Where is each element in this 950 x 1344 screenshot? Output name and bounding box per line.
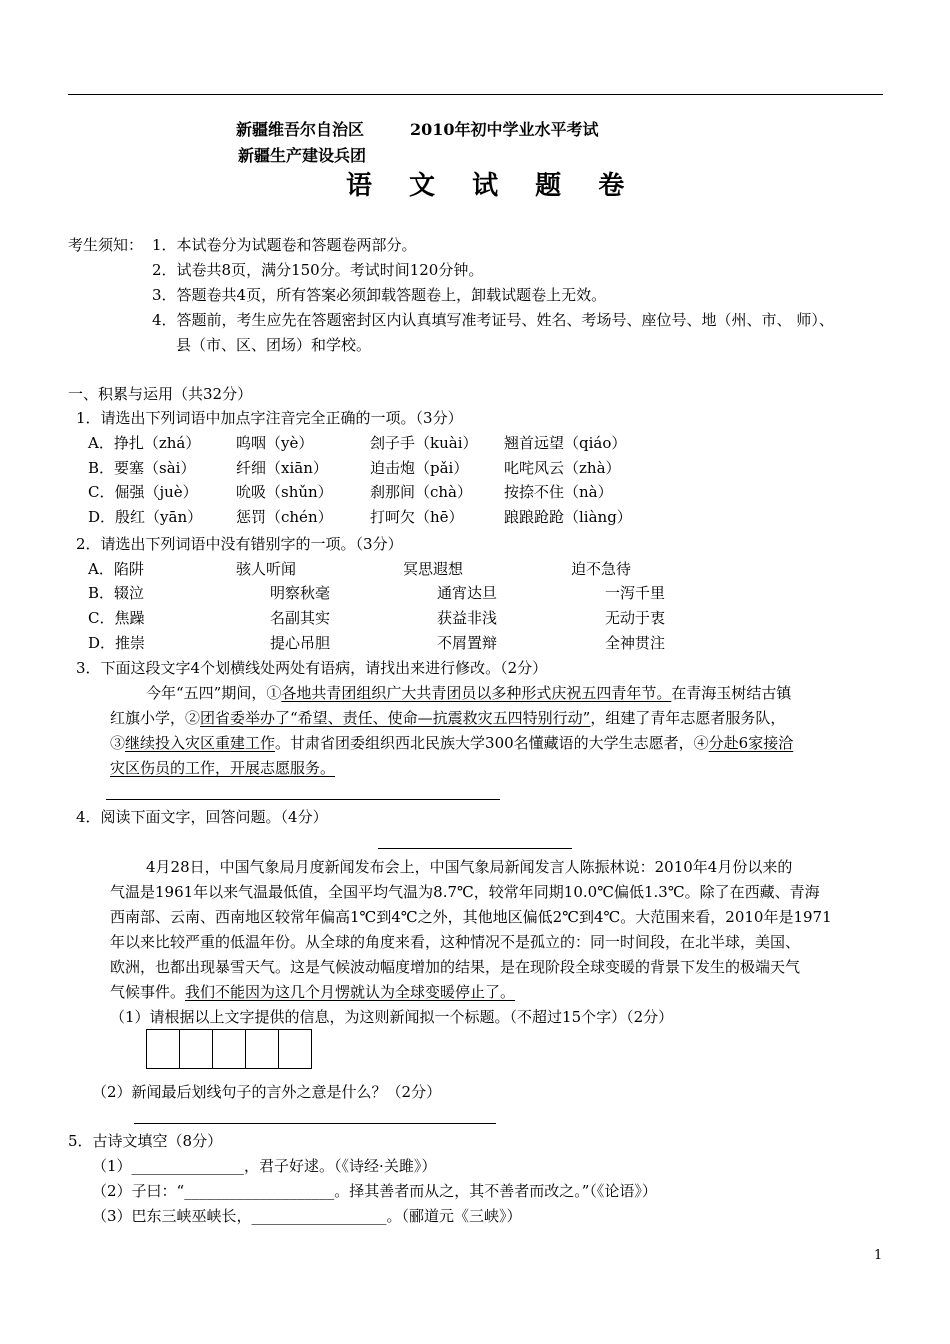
q2-option-word: 冥思遐想 <box>403 560 464 578</box>
paper-title: 语 文 试 题 卷 <box>346 171 639 201</box>
q1-option-word: 惩罚（chén） <box>236 508 333 526</box>
q1-stem: 1．请选出下列词语中加点字注音完全正确的一项。（3分） <box>76 409 463 427</box>
q3-paragraph-line: ③继续投入灾区重建工作。甘肃省团委组织西北民族大学300名懂藏语的大学生志愿者，④分赴6家接洽 <box>110 734 794 752</box>
title-answer-boxes[interactable] <box>147 1029 312 1069</box>
q2-option-word: 明察秋毫 <box>270 584 331 602</box>
answer-box[interactable] <box>278 1029 312 1069</box>
q5-line-3: （3）巴东三峡巫峡长，__________________。（郦道元《三峡》） <box>92 1207 522 1225</box>
top-rule <box>68 94 883 95</box>
q4-stem: 4．阅读下面文字，回答问题。（4分） <box>76 808 328 826</box>
q2-option-word: 迫不急待 <box>571 560 632 578</box>
q1-option-word: 吮吸（shǔn） <box>236 483 333 501</box>
region-1: 新疆维吾尔自治区 <box>236 120 365 139</box>
q3-stem: 3．下面这段文字4个划横线处两处有语病，请找出来进行修改。（2分） <box>76 659 548 677</box>
q4-answer-line <box>134 1123 496 1124</box>
q1-option: A．挣扎（zhá） <box>88 434 201 452</box>
q1-option-word: 翘首远望（qiáo） <box>504 434 627 452</box>
q4-passage-line: 4月28日，中国气象局月度新闻发布会上，中国气象局新闻发言人陈振林说：2010年4月份以来的 <box>146 858 793 876</box>
q5-line-2: （2）子曰：“____________________。择其善者而从之，其不善者而改之。”（《论语》） <box>92 1182 657 1200</box>
q2-option-word: 名副其实 <box>270 609 331 627</box>
q2-option: B．辍泣 <box>88 584 145 602</box>
q2-option-word: 全神贯注 <box>605 634 666 652</box>
q2-option-word: 骇人听闻 <box>236 560 297 578</box>
q5-stem: 5．古诗文填空（8分） <box>68 1132 223 1150</box>
q4-passage-line: 年以来比较严重的低温年份。从全球的角度来看，这种情况不是孤立的：同一时间段，在北半球，美国、 <box>110 933 801 951</box>
q4-sub-question-1: （1）请根据以上文字提供的信息，为这则新闻拟一个标题。（不超过15个字）（2分） <box>110 1008 674 1026</box>
q4-passage-line: 气候事件。我们不能因为这几个月愣就认为全球变暖停止了。 <box>110 983 516 1001</box>
q2-stem: 2．请选出下列词语中没有错别字的一项。（3分） <box>76 535 403 553</box>
notice-label: 考生须知： <box>68 236 144 254</box>
q1-option-word: 叱咤风云（zhà） <box>504 459 621 477</box>
q1-option-word: 呜咽（yè） <box>236 434 314 452</box>
section-title: 一、积累与运用（共32分） <box>68 385 253 403</box>
q2-option: A．陷阱 <box>88 560 144 578</box>
q4-title-line <box>378 848 572 849</box>
answer-box[interactable] <box>245 1029 279 1069</box>
region-2: 新疆生产建设兵团 <box>238 146 367 165</box>
q1-option-word: 踉踉跄跄（liàng） <box>504 508 632 526</box>
q1-option: D．殷红（yān） <box>88 508 203 526</box>
q4-passage-line: 西南部、云南、西南地区较常年偏高1℃到4℃之外，其他地区偏低2℃到4℃。大范围来看，2010年是1971 <box>110 908 832 926</box>
q2-option: C．焦躁 <box>88 609 145 627</box>
q4-sub-question-2: （2）新闻最后划线句子的言外之意是什么？（2分） <box>92 1083 442 1101</box>
notice-item-4-cont: 县（市、区、团场）和学校。 <box>176 336 372 354</box>
q1-option: B．要塞（sài） <box>88 459 196 477</box>
q3-paragraph-line: 今年“五四”期间，①各地共青团组织广大共青团员以多种形式庆祝五四青年节。在青海玉树结古镇 <box>146 684 792 702</box>
q2-option-word: 无动于衷 <box>605 609 666 627</box>
q2-option-word: 一泻千里 <box>605 584 666 602</box>
answer-box[interactable] <box>146 1029 180 1069</box>
page-number: 1 <box>874 1248 883 1263</box>
q4-passage-line: 欧洲，也都出现暴雪天气。这是气候波动幅度增加的结果，是在现阶段全球变暖的背景下发生的极端天气 <box>110 958 801 976</box>
notice-item-3: 3．答题卷共4页，所有答案必须卸载答题卷上，卸载试题卷上无效。 <box>152 286 607 304</box>
exam-title: 2010年初中学业水平考试 <box>410 120 599 139</box>
q2-option-word: 通宵达旦 <box>437 584 498 602</box>
q1-option-word: 迫击炮（pǎi） <box>370 459 469 477</box>
notice-item-4: 4．答题前，考生应先在答题密封区内认真填写准考证号、姓名、考场号、座位号、地（州、市、 师）、 <box>152 311 834 329</box>
q4-passage-line: 气温是1961年以来气温最低值，全国平均气温为8.7℃，较常年同期10.0℃偏低1.3℃。除了在西藏、青海 <box>110 883 820 901</box>
q1-option-word: 打呵欠（hē） <box>370 508 464 526</box>
q1-option-word: 纤细（xiān） <box>236 459 328 477</box>
q1-option-word: 刹那间（chà） <box>370 483 473 501</box>
notice-item-1: 1．本试卷分为试题卷和答题卷两部分。 <box>152 236 417 254</box>
q1-option-word: 按捺不住（nà） <box>504 483 613 501</box>
q2-option-word: 不屑置辩 <box>437 634 498 652</box>
q2-option-word: 获益非浅 <box>437 609 498 627</box>
q3-paragraph-line: 红旗小学，②团省委举办了“希望、责任、使命—抗震救灾五四特别行动”，组建了青年志愿者服务队， <box>110 709 786 727</box>
q1-option-word: 刽子手（kuài） <box>370 434 478 452</box>
q3-paragraph-line: 灾区伤员的工作，开展志愿服务。 <box>110 759 336 777</box>
q1-option: C．倔强（juè） <box>88 483 198 501</box>
q3-answer-line <box>106 799 500 800</box>
q5-line-1: （1）_______________，君子好逑。（《诗经·关雎》） <box>92 1157 437 1175</box>
answer-box[interactable] <box>179 1029 213 1069</box>
answer-box[interactable] <box>212 1029 246 1069</box>
q2-option: D．推崇 <box>88 634 146 652</box>
notice-item-2: 2．试卷共8页，满分150分。考试时间120分钟。 <box>152 261 484 279</box>
q2-option-word: 提心吊胆 <box>270 634 331 652</box>
